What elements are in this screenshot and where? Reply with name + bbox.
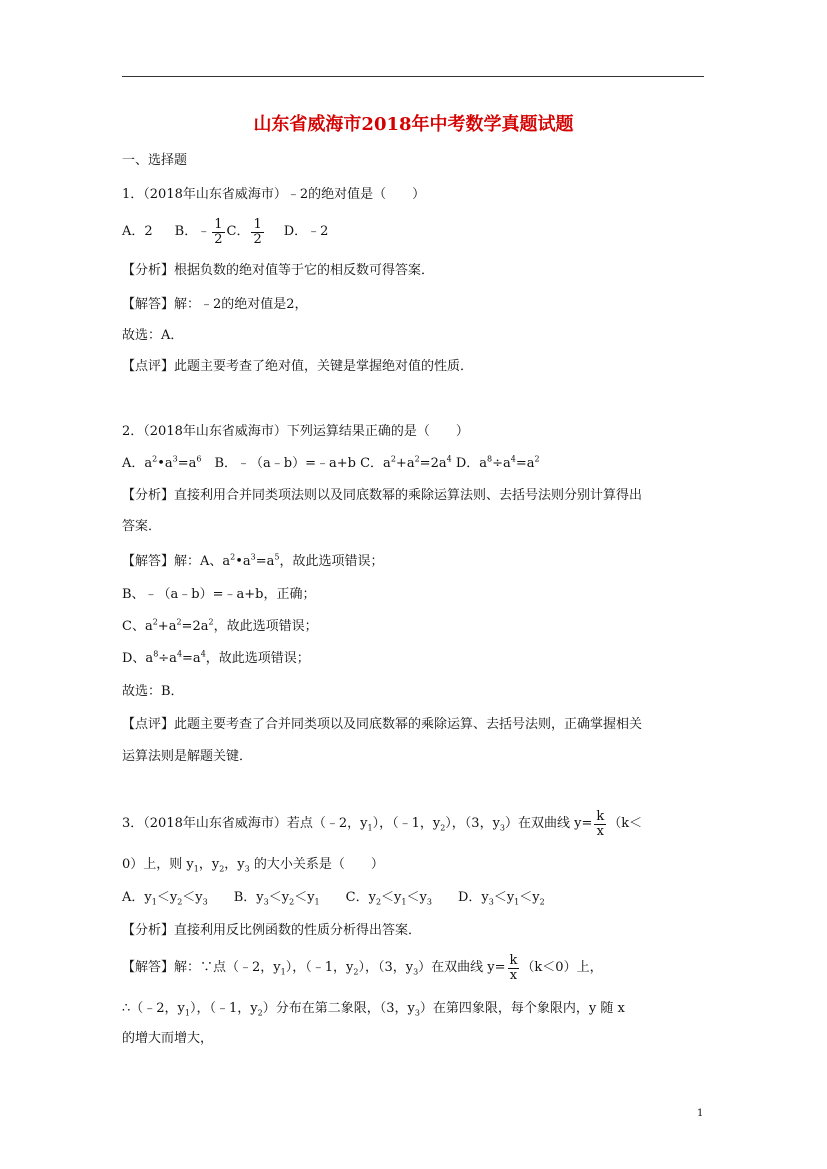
q3-stem-line1: 3．（2018年山东省威海市）若点（﹣2，y $_1$），（﹣1，$y_2$），（3，$y_3$）在双曲线 y= $\frac{k}{x}$ （k＜ <box>122 808 643 839</box>
q3-answer-line3: 的增大而增大， <box>122 1031 214 1046</box>
q1-fraction-c: $\frac{1}{2}$ <box>253 216 262 247</box>
q1-options: A．2 B．﹣ $\frac{1}{2}$ C． $\frac{1}{2}$ D．﹣2 <box>122 216 329 247</box>
q1-comment: 【点评】此题主要考查了绝对值，关键是掌握绝对值的性质． <box>122 359 474 374</box>
q2-answer-a: 【解答】解：A、$a^2•a^3=a^5$，故此选项错误； <box>122 552 384 569</box>
q1-answer: 【解答】解：﹣2的绝对值是2， <box>122 297 308 312</box>
q3-stem-line2: 0）上，则 $y_1$，$y_2$，$y_3$ 的大小关系是（ ） <box>122 857 384 874</box>
section-heading: 一、选择题 <box>122 153 188 168</box>
q3-analysis: 【分析】直接利用反比例函数的性质分析得出答案． <box>122 923 422 938</box>
q2-answer-b: B、﹣（a﹣b）=﹣a+b，正确； <box>122 587 316 602</box>
q3-options: A．$y_1<y_2<y_3$ B．$y_3<y_2<y_1$ C．$y_2<y_1<y_3$ D．$y_3<y_1<y_2$ <box>122 890 545 907</box>
q2-answer-c: C、$a^2+a^2=2a^2$，故此选项错误； <box>122 617 318 634</box>
q2-comment-line2: 运算法则是解题关键． <box>122 749 253 764</box>
q2-analysis-line1: 【分析】直接利用合并同类项法则以及同底数幂的乘除运算法则、去括号法则分别计算得出 <box>122 488 643 503</box>
page-number: 1 <box>697 1108 704 1119</box>
q3-answer-fraction: $\frac{k}{x}$ <box>509 952 518 983</box>
q2-stem: 2．（2018年山东省威海市）下列运算结果正确的是（ ） <box>122 424 469 439</box>
page-title: 山东省威海市2018年中考数学真题试题 <box>253 114 574 135</box>
q2-options: A．$a^2•a^3=a^6$ B．﹣（a﹣b）=﹣a+b C．$a^2+a^2=2a^4$ D．$a^8\div a^4=a^2$ <box>122 454 540 471</box>
q2-comment-line1: 【点评】此题主要考查了合并同类项以及同底数幂的乘除运算、去括号法则，正确掌握相关 <box>122 717 643 732</box>
q1-analysis: 【分析】根据负数的绝对值等于它的相反数可得答案． <box>122 263 435 278</box>
q3-answer-line1: 【解答】解：∵点（﹣2，$y_1$），（﹣1，$y_2$），（3，$y_3$）在双曲线 y= $\frac{k}{x}$ （k＜0）上， <box>122 952 603 983</box>
q1-stem: 1．（2018年山东省威海市）﹣2的绝对值是（ ） <box>122 187 426 202</box>
q1-fraction-b: $\frac{1}{2}$ <box>214 216 223 247</box>
q3-fraction-k-over-x: $\frac{k}{x}$ <box>596 808 605 839</box>
q2-choice: 故选：B． <box>122 684 184 699</box>
q2-answer-d: D、$a^8\div a^4=a^4$，故此选项错误； <box>122 649 310 666</box>
q2-analysis-line2: 答案． <box>122 519 162 534</box>
q3-answer-line2: ∴（﹣2，$y_1$），（﹣1，$y_2$）分布在第二象限，（3，$y_3$）在第四象限，每个象限内，y 随 x <box>122 1001 625 1018</box>
header-rule <box>122 76 704 77</box>
q1-choice: 故选：A． <box>122 328 184 343</box>
